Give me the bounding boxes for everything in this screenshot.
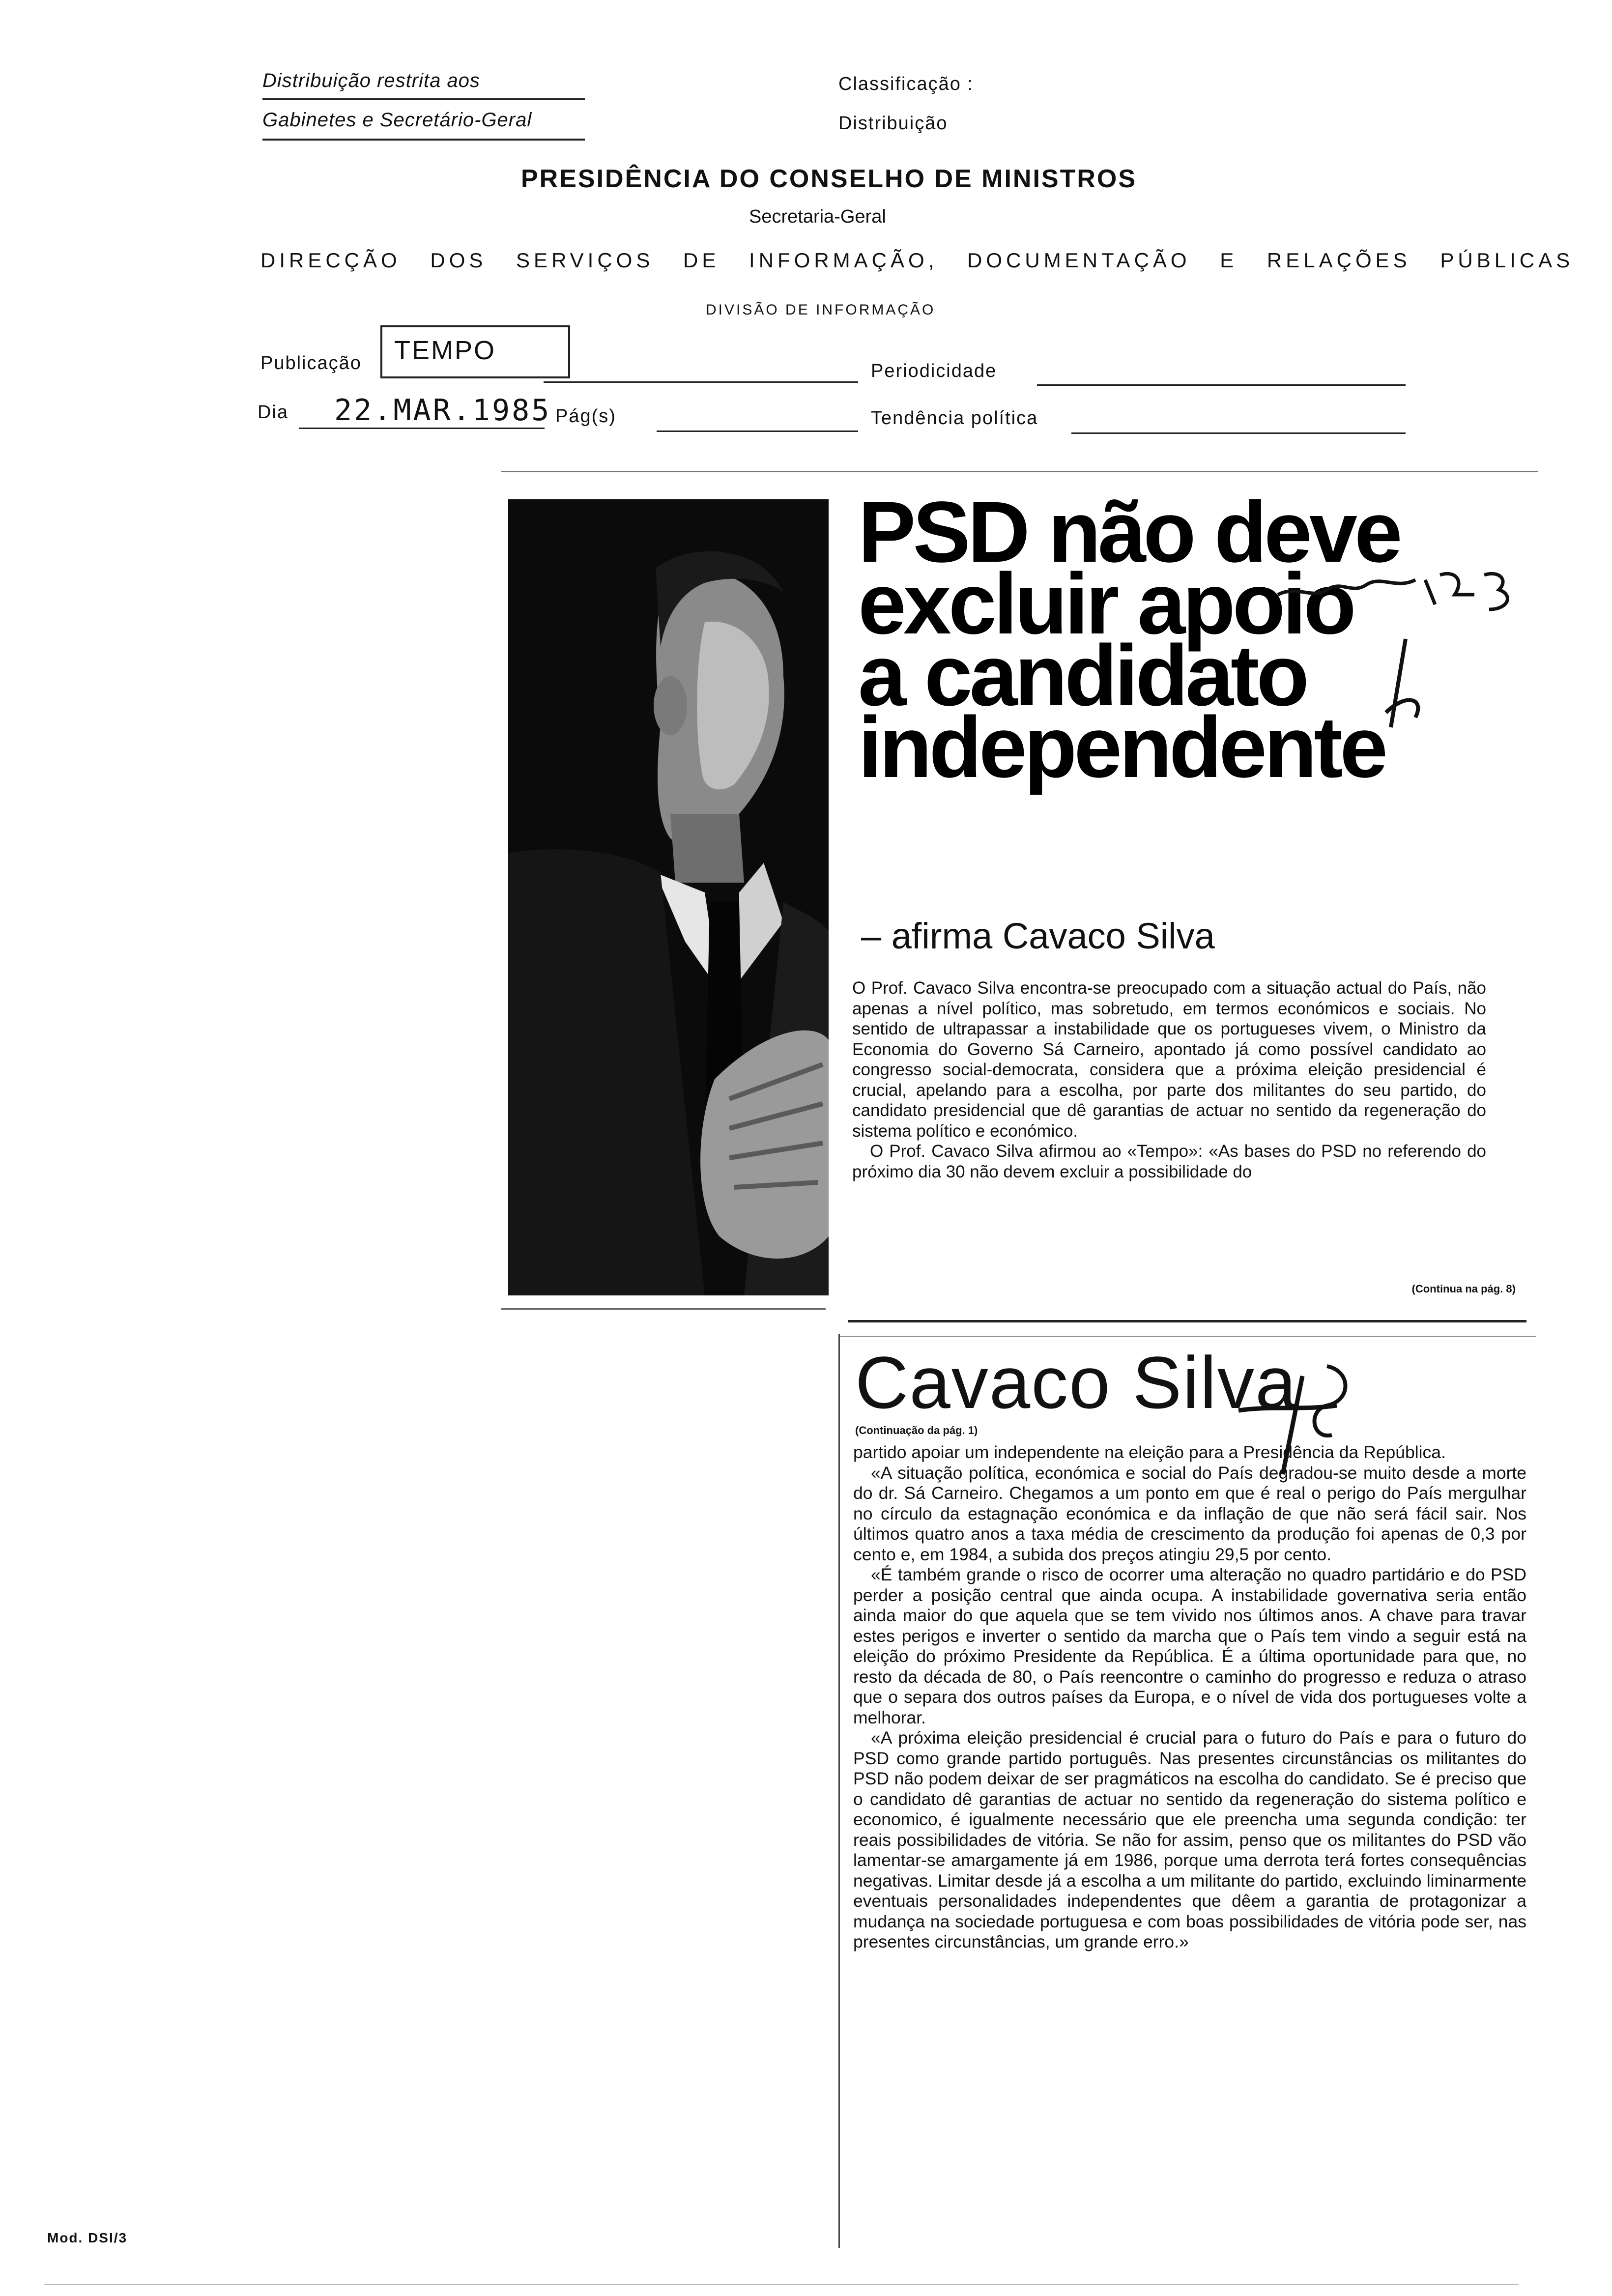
publication-line	[544, 381, 858, 383]
headline-line-4: independente	[858, 699, 1385, 796]
publication-stamp	[380, 325, 570, 378]
article-paragraph: O Prof. Cavaco Silva afirmou ao «Tempo»: «As bases do PSD no referendo do próximo dia 30 não devem excluir a possibilidade do	[852, 1142, 1486, 1181]
pages-line	[657, 430, 858, 432]
article-paragraph: O Prof. Cavaco Silva encontra-se preocupado com a situação actual do País, não apenas a nível político, mas sobretudo, em termos económicos e sociais. No sentido de ultrapassar a instabilidade que os portugueses vivem, o Ministro da Economia do Governo Sá Carneiro, apontado já como possível candidato ao congresso social-democrata, considera que a próxima eleição presidencial é crucial, apelando para a escolha, por parte dos militantes do seu partido, do candidato presidencial que dê garantias de actuar no sentido da regeneração do sistema político e económico.	[852, 978, 1486, 1141]
portrait-photo	[508, 499, 829, 1295]
article-paragraph: «É também grande o risco de ocorrer uma alteração no quadro partidário e do PSD perder a posição central que ainda ocupa. A instabilidade governativa seria então ainda maior do que aquela que se tem vivido nos últimos anos. A chave para travar estes perigos e inverter o sentido da marcha que o País tem vindo a seguir está na eleição do próximo Presidente da República. É a última oportunidade para que, no resto da década de 80, o País reencontre o caminho do progresso e reduza o atraso que o separa dos outros países da Europa, e o nível de vida dos portugueses volte a melhorar.	[853, 1565, 1526, 1727]
division-line: DIVISÃO DE INFORMAÇÃO	[706, 302, 936, 318]
date-value: 22.MAR.1985	[334, 393, 551, 428]
article-paragraph: partido apoiar um independente na eleição para a Presidência da República.	[853, 1442, 1446, 1462]
clipping-2-top-rule	[838, 1336, 1536, 1337]
distribution-line-1: Distribuição restrita aos	[262, 70, 480, 91]
clipping-top-rule	[501, 471, 1538, 472]
article-body-2	[853, 1442, 1526, 1952]
publication-value: TEMPO	[394, 336, 496, 365]
form-code: Mod. DSI/3	[47, 2230, 128, 2245]
article-byline: – afirma Cavaco Silva	[861, 916, 1215, 956]
continuation-heading: Cavaco Silva	[855, 1341, 1297, 1424]
periodicity-label: Periodicidade	[871, 361, 997, 381]
directorate-line: DIRECÇÃO DOS SERVIÇOS DE INFORMAÇÃO, DOCUMENTAÇÃO E RELAÇÕES PÚBLICAS	[260, 249, 1574, 272]
distribution-underline-1	[262, 98, 585, 100]
pages-label: Pág(s)	[555, 406, 616, 427]
headline-line-3: a candidato	[858, 628, 1306, 724]
periodicity-line	[1037, 384, 1406, 386]
continuation-from-note: (Continuação da pág. 1)	[855, 1424, 978, 1436]
publication-label: Publicação	[260, 353, 362, 373]
date-line	[299, 428, 545, 429]
headline-line-1: PSD não deve	[858, 484, 1400, 580]
distribution-line-2: Gabinetes e Secretário-Geral	[262, 109, 532, 131]
distribution-underline-2	[262, 139, 585, 141]
page-subtitle: Secretaria-Geral	[749, 206, 886, 227]
handwritten-annotation-mark	[1268, 565, 1524, 772]
clipping-2-left-rule	[838, 1334, 840, 2248]
political-tendency-line	[1071, 432, 1406, 434]
headline-line-2: excluir apoio	[858, 556, 1353, 652]
bottom-edge-rule	[44, 2284, 1519, 2285]
article-paragraph: «A próxima eleição presidencial é crucial para o futuro do País e para o futuro do PSD como grande partido português. Nas presentes circunstâncias os militantes do PSD não podem deixar de ser pragmáticos na escolha do candidato. Se é preciso que o candidato dê garantias de actuar no sentido da regeneração do sistema político e economico, é igualmente necessário que ele preencha uma segunda condição: ter reais possibilidades de vitória. Se não for assim, penso que os militantes do PSD vão lamentar-se amargamente já em 1986, porque uma derrota terá fortes consequências negativas. Limitar desde já a escolha a um militante do partido, excluindo liminarmente eventuais personalidades independentes que dêem a garantia de protagonizar a mudança na sociedade portuguesa e com boas possibilidades de vitória pode ser, nas presentes circunstâncias, um grande erro.»	[853, 1728, 1526, 1952]
article-paragraph: «A situação política, económica e social do País degradou-se muito desde a morte do dr. Sá Carneiro. Chegamos a um ponto em que é real o perigo do País mergulhar no círculo da estagnação económica e da inflação de que não será fácil sair. Nos últimos quatro anos a taxa média de crescimento da produção foi apenas de 0,3 por cento e, em 1984, a subida dos preços atingiu 29,5 por cento.	[853, 1463, 1526, 1564]
article-body-1	[852, 978, 1486, 1182]
distribution-label: Distribuição	[838, 113, 948, 134]
clipping-separator-left	[501, 1308, 826, 1310]
page-title: PRESIDÊNCIA DO CONSELHO DE MINISTROS	[521, 165, 1137, 193]
classification-label: Classificação :	[838, 74, 974, 94]
portrait-figure	[508, 499, 829, 1295]
clipping-separator-right	[848, 1320, 1526, 1322]
day-label: Dia	[258, 402, 289, 423]
political-tendency-label: Tendência política	[871, 408, 1038, 429]
continuation-note: (Continua na pág. 8)	[1411, 1283, 1516, 1295]
handwritten-page-mark	[1229, 1356, 1366, 1484]
